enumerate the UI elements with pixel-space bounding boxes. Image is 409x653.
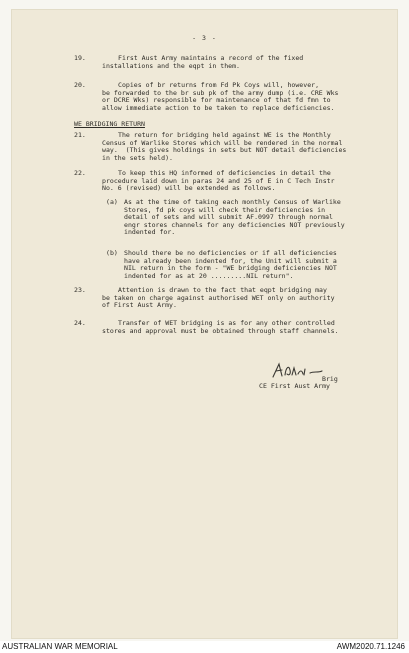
archive-name: AUSTRALIAN WAR MEMORIAL xyxy=(2,642,118,651)
subparagraph-label: (b) xyxy=(106,249,118,257)
text-line: First Aust Army maintains a record of the fixed xyxy=(118,54,304,62)
archive-footer xyxy=(0,641,409,653)
text-line: Should there be no deficiencies or if all deficiencies xyxy=(124,249,337,257)
text-line: engr stores channels for any deficiencies NOT previously xyxy=(124,220,345,229)
subparagraph-text xyxy=(124,199,400,237)
signatory-appointment: CE First Aust Army xyxy=(259,382,330,390)
paragraph-number: 20. xyxy=(74,81,86,89)
text-line: indented for as at 20 .........NIL return". xyxy=(124,271,294,280)
text-line: Census of Warlike Stores which will be rendered in the normal xyxy=(102,138,343,147)
text-line: To keep this HQ informed of deficiencies in detail the xyxy=(118,169,331,177)
document-body xyxy=(12,10,397,638)
subparagraph-label: (a) xyxy=(106,198,118,206)
text-line: be forwarded to the br sub pk of the army dump (i.e. CRE Wks xyxy=(102,88,339,97)
signatory-rank: Brig xyxy=(322,375,338,383)
text-line: allow immediate action to be taken to replace deficiencies. xyxy=(102,103,335,112)
paragraph-number: 22. xyxy=(74,169,86,177)
text-line: procedure laid down in paras 24 and 25 of E in C Tech Instr xyxy=(102,176,335,185)
page-number: - 3 - xyxy=(192,34,217,42)
text-line: or DCRE Wks) responsible for maintenance of that fd fmn to xyxy=(102,96,331,105)
text-line: stores and approval must be obtained through staff channels. xyxy=(102,326,339,335)
handwritten-signature xyxy=(270,361,326,381)
text-line: The return for bridging held against WE is the Monthly xyxy=(118,131,331,139)
paragraph-text xyxy=(102,286,408,310)
text-line: of First Aust Army. xyxy=(102,301,177,310)
text-line: No. 6 (revised) will be extended as follows. xyxy=(102,184,276,193)
paragraph-text xyxy=(102,54,408,70)
text-line: in the sets held). xyxy=(102,153,173,162)
text-line: way. (This gives holdings in sets but NOT detail deficiencies xyxy=(102,146,347,155)
paragraph-number: 24. xyxy=(74,319,86,327)
paragraph-number: 21. xyxy=(74,131,86,139)
text-line: Transfer of WET bridging is as for any other controlled xyxy=(118,319,335,327)
text-line: installations and the eqpt in them. xyxy=(102,61,240,70)
section-heading: WE BRIDGING RETURN xyxy=(74,120,145,128)
subparagraph-text xyxy=(124,250,400,280)
text-line: Stores, fd pk coys will check their deficiencies in xyxy=(124,205,326,214)
paragraph-text xyxy=(102,81,408,112)
text-line: have already been indented for, the Unit will submit a xyxy=(124,256,337,265)
archive-reference: AWM2020.71.1246 xyxy=(336,642,405,651)
text-line: Copies of br returns from Fd Pk Coys will, however, xyxy=(118,81,320,89)
text-line: As at the time of taking each monthly Census of Warlike xyxy=(124,198,341,206)
text-line: indented for. xyxy=(124,228,176,237)
paragraph-text xyxy=(102,169,408,193)
text-line: Attention is drawn to the fact that eqpt bridging may xyxy=(118,286,327,294)
text-line: be taken on charge against authorised WET only on authority xyxy=(102,293,335,302)
paragraph-number: 19. xyxy=(74,54,86,62)
text-line: detail of sets and will submit AF.0997 through normal xyxy=(124,213,333,222)
paragraph-number: 23. xyxy=(74,286,86,294)
text-line: NIL return in the form - "WE bridging deficiencies NOT xyxy=(124,264,337,273)
paragraph-text xyxy=(102,131,408,162)
paragraph-text xyxy=(102,319,408,335)
